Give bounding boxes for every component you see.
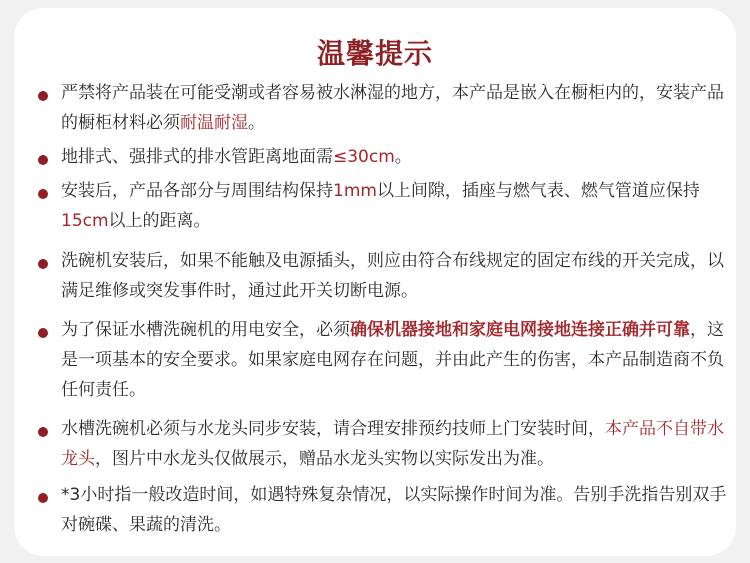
item-highlight: 本产品不自带水龙头 xyxy=(61,419,724,469)
notice-item-7 xyxy=(61,480,731,540)
item-text: *3小时指一般改造时间，如遇特殊复杂情况，以实际操作时间为准。告别手洗指告别双手对碗碟、果蔬的清洗。 xyxy=(61,485,727,535)
notice-item-3 xyxy=(61,176,731,236)
bullet-icon xyxy=(38,328,48,338)
notice-item-2 xyxy=(61,142,731,172)
bullet-icon xyxy=(38,259,48,269)
bullet-icon xyxy=(38,427,48,437)
item-text: ，这是一项基本的安全要求。如果家庭电网存在问题，并由此产生的伤害，本产品制造商不负任何责任。 xyxy=(61,320,724,400)
item-text: 严禁将产品装在可能受潮或者容易被水淋湿的地方，本产品是嵌入在橱柜内的，安装产品的橱柜材料必须 xyxy=(61,83,724,133)
bullet-icon xyxy=(38,155,48,165)
item-highlight: 15cm xyxy=(61,211,109,231)
bullet-icon xyxy=(38,189,48,199)
item-text: 安装后，产品各部分与周围结构保持 xyxy=(61,181,333,201)
item-highlight: ≤30cm xyxy=(333,147,395,167)
item-text: 。 xyxy=(248,113,265,133)
item-highlight: 1mm xyxy=(333,181,377,201)
notice-item-4 xyxy=(61,246,731,306)
item-text: 以上间隙，插座与燃气表、燃气管道应保持 xyxy=(376,181,700,201)
item-text: 为了保证水槽洗碗机的用电安全，必须 xyxy=(61,320,350,340)
item-text: 地排式、强排式的排水管距离地面需 xyxy=(61,147,333,167)
item-text: 水槽洗碗机必须与水龙头同步安装，请合理安排预约技师上门安装时间， xyxy=(61,419,605,439)
item-text: ，图片中水龙头仅做展示，赠品水龙头实物以实际发出为准。 xyxy=(95,449,554,469)
item-text: 洗碗机安装后，如果不能触及电源插头，则应由符合布线规定的固定布线的开关完成，以满足维修或突发事件时，通过此开关切断电源。 xyxy=(61,251,724,301)
item-highlight: 确保机器接地和家庭电网接地连接正确并可靠 xyxy=(350,320,690,340)
notice-card xyxy=(14,8,736,556)
bullet-icon xyxy=(38,493,48,503)
notice-item-1 xyxy=(61,78,731,138)
item-text: 以上的距离。 xyxy=(108,211,211,231)
bullet-icon xyxy=(38,91,48,101)
notice-item-5 xyxy=(61,315,731,405)
notice-title: 温馨提示 xyxy=(316,37,433,70)
notice-item-6 xyxy=(61,414,731,474)
item-highlight: 耐温耐湿 xyxy=(180,113,248,133)
item-text: 。 xyxy=(394,147,412,167)
